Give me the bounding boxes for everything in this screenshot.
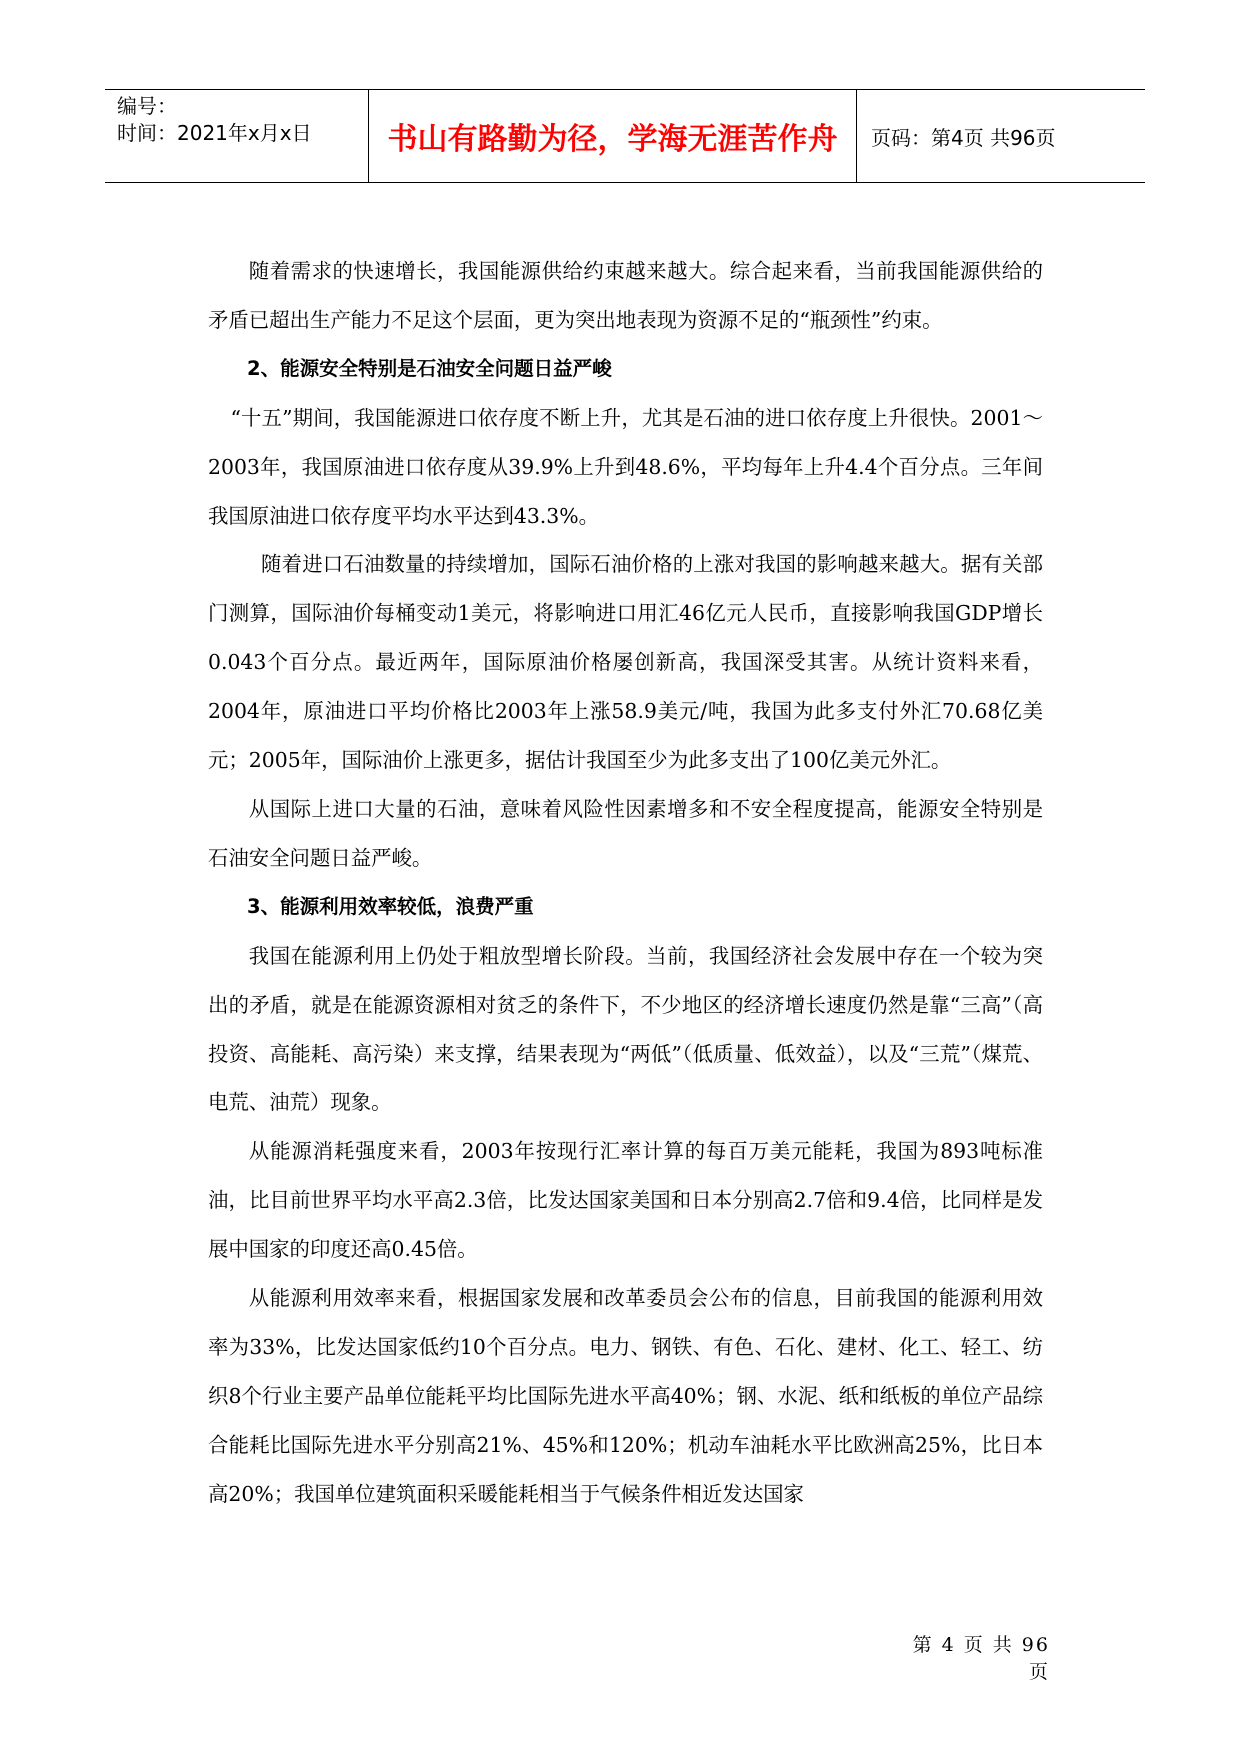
header-motto: 书山有路勤为径，学海无涯苦作舟 (369, 90, 857, 182)
paragraph: 从国际上进口大量的石油，意味着风险性因素增多和不安全程度提高，能源安全特别是石油安全问题日益严峻。 (208, 796, 1043, 870)
document-body (208, 247, 1043, 1519)
paragraph: “十五”期间，我国能源进口依存度不断上升，尤其是石油的进口依存度上升很快。2001～2003年，我国原油进口依存度从39.9%上升到48.6%，平均每年上升4.4个百分点。三年间我国原油进口依存度平均水平达到43.3%。 (208, 405, 1043, 528)
document-number-label: 编号： (117, 94, 177, 118)
page-header (105, 89, 1145, 183)
paragraph: 随着需求的快速增长，我国能源供给约束越来越大。综合起来看，当前我国能源供给的矛盾已超出生产能力不足这个层面，更为突出地表现为资源不足的“瓶颈性”约束。 (208, 259, 1043, 332)
paragraph: 从能源消耗强度来看，2003年按现行汇率计算的每百万美元能耗，我国为893吨标准油，比目前世界平均水平高2.3倍，比发达国家美国和日本分别高2.7倍和9.4倍，比同样是发展中国家的印度还高0.45倍。 (208, 1139, 1043, 1262)
page-footer: 第 4 页 共 96 页 (912, 1634, 1050, 1683)
header-page-number: 页码：第4页 共96页 (871, 125, 1056, 150)
section-heading: 2、能源安全特别是石油安全问题日益严峻 (247, 356, 612, 380)
header-info (105, 90, 369, 182)
document-time-label: 时间：2021年x月x日 (117, 121, 312, 145)
section-heading: 3、能源利用效率较低，浪费严重 (247, 894, 534, 918)
paragraph: 随着进口石油数量的持续增加，国际石油价格的上涨对我国的影响越来越大。据有关部门测算，国际油价每桶变动1美元，将影响进口用汇46亿元人民币，直接影响我国GDP增长0.043个百分点。最近两年，国际原油价格屡创新高，我国深受其害。从统计资料来看，2004年，原油进口平均价格比2003年上涨58.9美元/吨，我国为此多支付外汇70.68亿美元；2005年，国际油价上涨更多，据估计我国至少为此多支出了100亿美元外汇。 (208, 552, 1043, 773)
paragraph: 从能源利用效率来看，根据国家发展和改革委员会公布的信息，目前我国的能源利用效率为33%，比发达国家低约10个百分点。电力、钢铁、有色、石化、建材、化工、轻工、纺织8个行业主要产品单位能耗平均比国际先进水平高40%；钢、水泥、纸和纸板的单位产品综合能耗比国际先进水平分别高21%、45%和120%；机动车油耗水平比欧洲高25%，比日本高20%；我国单位建筑面积采暖能耗相当于气候条件相近发达国家 (208, 1286, 1043, 1506)
paragraph: 我国在能源利用上仍处于粗放型增长阶段。当前，我国经济社会发展中存在一个较为突出的矛盾，就是在能源资源相对贫乏的条件下，不少地区的经济增长速度仍然是靠“三高”（高投资、高能耗、高污染）来支撑，结果表现为“两低”（低质量、低效益），以及“三荒”（煤荒、电荒、油荒）现象。 (208, 943, 1043, 1115)
